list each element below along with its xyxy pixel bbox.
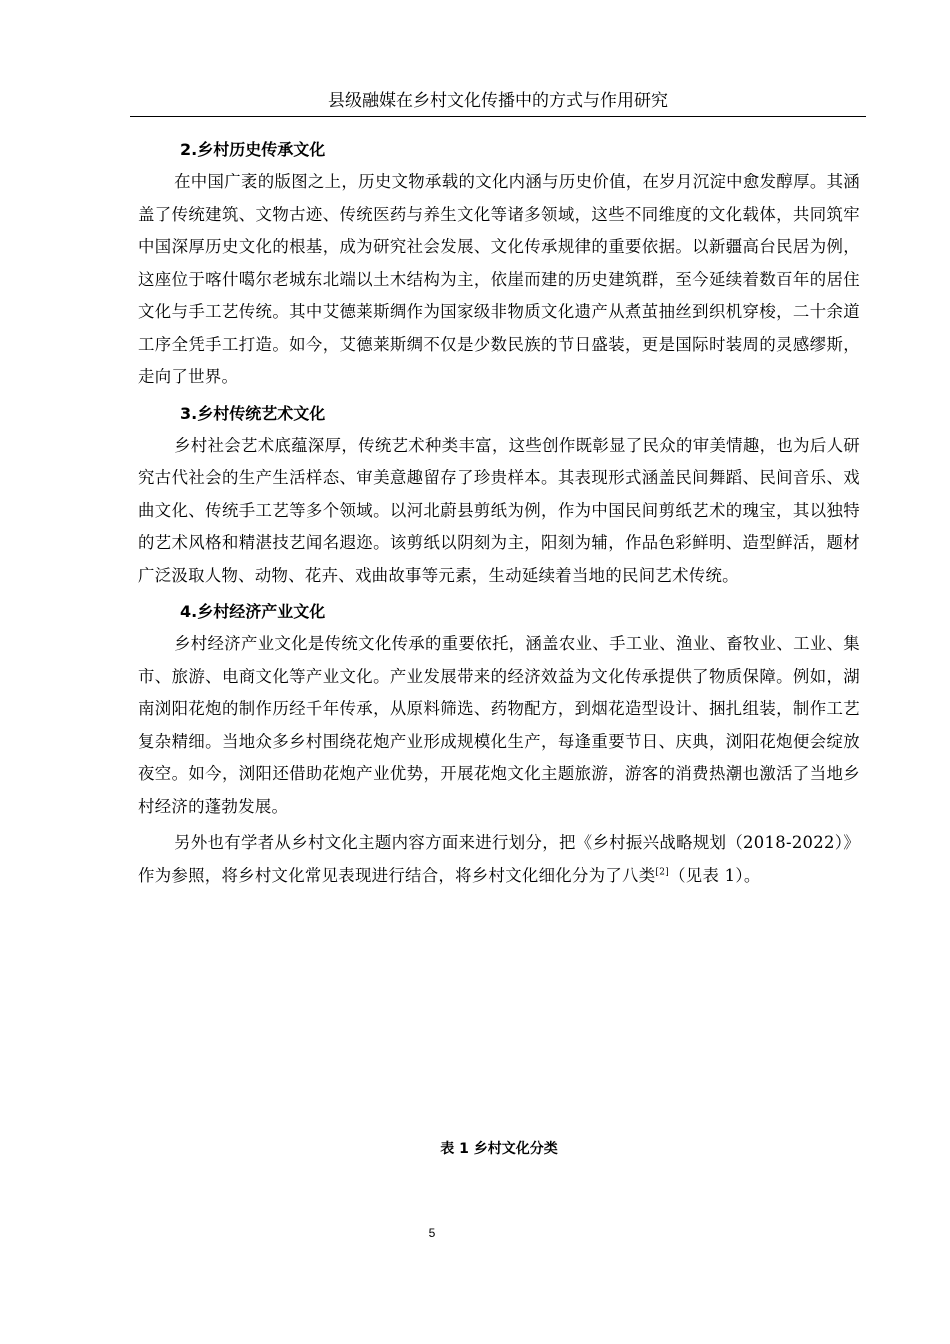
section-heading-art: 3.乡村传统艺术文化 [180, 403, 326, 423]
body-content [138, 134, 860, 896]
closing-paragraph [138, 827, 860, 892]
section-paragraph-art: 乡村社会艺术底蕴深厚，传统艺术种类丰富，这些创作既彰显了民众的审美情趣，也为后人研究古代社会的生产生活样态、审美意趣留存了珍贵样本。其表现形式涵盖民间舞蹈、民间音乐、戏曲文化、传统手工艺等多个领域。以河北蔚县剪纸为例，作为中国民间剪纸艺术的瑰宝，其以独特的艺术风格和精湛技艺闻名遐迩。该剪纸以阴刻为主，阳刻为辅，作品色彩鲜明、造型鲜活，题材广泛汲取人物、动物、花卉、戏曲故事等元素，生动延续着当地的民间艺术传统。 [138, 435, 860, 585]
section-heading-history: 2.乡村历史传承文化 [180, 140, 326, 159]
section-paragraph-history: 在中国广袤的版图之上，历史文物承载的文化内涵与历史价值，在岁月沉淀中愈发醇厚。其涵盖了传统建筑、文物古迹、传统医药与养生文化等诸多领域，这些不同维度的文化载体，共同筑牢中国深厚历史文化的根基，成为研究社会发展、文化传承规律的重要依据。以新疆高台民居为例，这座位于喀什噶尔老城东北端以土木结构为主，依崖而建的历史建筑群，至今延续着数百年的居住文化与手工艺传统。其中艾德莱斯绸作为国家级非物质文化遗产从煮茧抽丝到织机穿梭，二十余道工序全凭手工打造。如今，艾德莱斯绸不仅是少数民族的节日盛装，更是国际时装周的灵感缪斯，走向了世界。 [138, 172, 860, 386]
closing-text-tail: （见表 1）。 [669, 865, 761, 885]
section-paragraph-economy: 乡村经济产业文化是传统文化传承的重要依托，涵盖农业、手工业、渔业、畜牧业、工业、集市、旅游、电商文化等产业文化。产业发展带来的经济效益为文化传承提供了物质保障。例如，湖南浏阳花炮的制作历经千年传承，从原料筛选、药物配方，到烟花造型设计、捆扎组装，制作工艺复杂精细。当地众多乡村围绕花炮产业形成规模化生产，每逢重要节日、庆典，浏阳花炮便会绽放夜空。如今，浏阳还借助花炮产业优势，开展花炮文化主题旅游，游客的消费热潮也激活了当地乡村经济的蓬勃发展。 [138, 634, 860, 816]
page-number: 5 [428, 1226, 436, 1240]
closing-text: 另外也有学者从乡村文化主题内容方面来进行划分，把《乡村振兴战略规划（2018-2022）》作为参照，将乡村文化常见表现进行结合，将乡村文化细化分为了八类 [138, 833, 860, 885]
citation-ref[interactable]: [2] [655, 867, 670, 878]
page-header: 县级融媒在乡村文化传播中的方式与作用研究 [130, 88, 866, 117]
section-heading-economy: 4.乡村经济产业文化 [180, 602, 326, 621]
table-caption: 表 1 乡村文化分类 [440, 1141, 558, 1157]
